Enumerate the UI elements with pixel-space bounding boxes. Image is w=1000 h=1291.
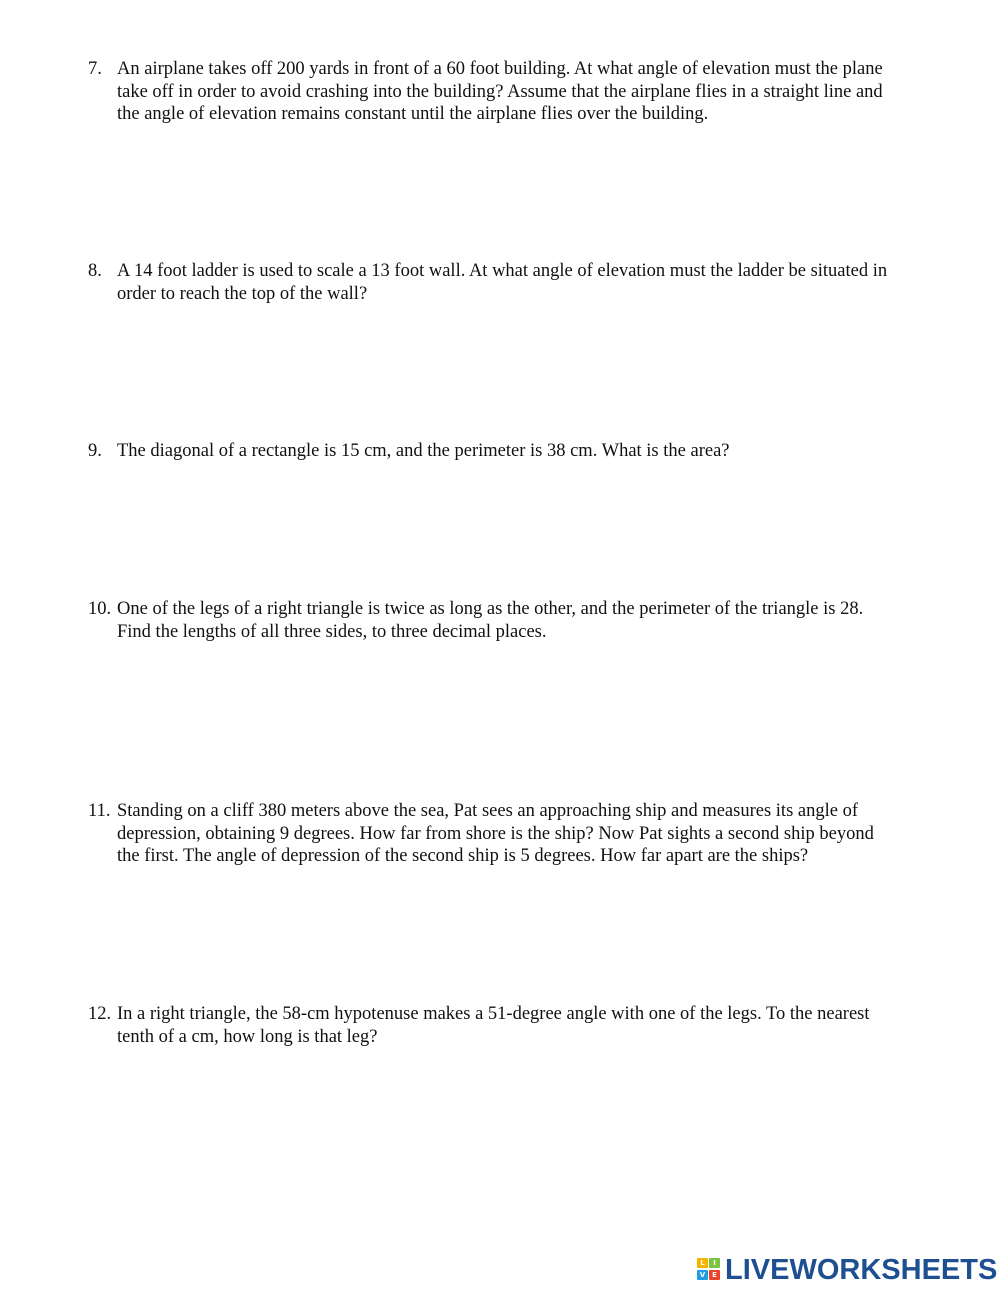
question-line: Find the lengths of all three sides, to three decimal places. xyxy=(117,621,547,642)
question-line: depression, obtaining 9 degrees. How far from shore is the ship? Now Pat sights a second ship beyond xyxy=(117,823,874,844)
question-line: One of the legs of a right triangle is twice as long as the other, and the perimeter of the triangle is 28. xyxy=(117,599,864,619)
question-line: An airplane takes off 200 yards in front of a 60 foot building. At what angle of elevation must the plane xyxy=(117,59,883,79)
question-line: the angle of elevation remains constant until the airplane flies over the building. xyxy=(117,104,709,124)
question-10 xyxy=(88,598,948,643)
question-text xyxy=(117,800,948,868)
liveworksheets-blocks-icon xyxy=(697,1258,723,1282)
question-number: 11. xyxy=(88,801,111,821)
question-11 xyxy=(88,800,948,868)
question-number: 9. xyxy=(88,441,102,461)
question-8 xyxy=(88,260,948,305)
question-12 xyxy=(88,1003,948,1048)
question-number: 7. xyxy=(88,59,102,79)
logo-block: V xyxy=(697,1270,708,1280)
question-line: tenth of a cm, how long is that leg? xyxy=(117,1026,378,1047)
question-text xyxy=(117,440,948,463)
question-7 xyxy=(88,58,948,126)
question-number: 12. xyxy=(88,1004,112,1024)
question-text xyxy=(117,598,948,643)
question-line: The diagonal of a rectangle is 15 cm, and the perimeter is 38 cm. What is the area? xyxy=(117,441,730,461)
question-line: take off in order to avoid crashing into the building? Assume that the airplane flies in a straight line and xyxy=(117,81,883,102)
logo-block: I xyxy=(709,1258,720,1268)
logo-text-worksheets: WORKSHEETS xyxy=(789,1254,998,1286)
question-line: Standing on a cliff 380 meters above the sea, Pat sees an approaching ship and measures its angle of xyxy=(117,801,858,821)
question-9 xyxy=(88,440,948,463)
logo-block: L xyxy=(697,1258,708,1268)
question-text xyxy=(117,58,948,126)
question-text xyxy=(117,260,948,305)
question-line: A 14 foot ladder is used to scale a 13 foot wall. At what angle of elevation must the ladder be situated in xyxy=(117,261,888,281)
liveworksheets-logo[interactable] xyxy=(697,1253,997,1287)
logo-block: E xyxy=(709,1270,720,1280)
question-line: the first. The angle of depression of the second ship is 5 degrees. How far apart are the ships? xyxy=(117,846,809,866)
question-text xyxy=(117,1003,948,1048)
question-number: 8. xyxy=(88,261,102,281)
question-number: 10. xyxy=(88,599,112,619)
question-line: order to reach the top of the wall? xyxy=(117,283,368,304)
question-line: In a right triangle, the 58-cm hypotenuse makes a 51-degree angle with one of the legs. To the nearest xyxy=(117,1004,870,1024)
logo-text-live: LIVE xyxy=(725,1254,790,1286)
